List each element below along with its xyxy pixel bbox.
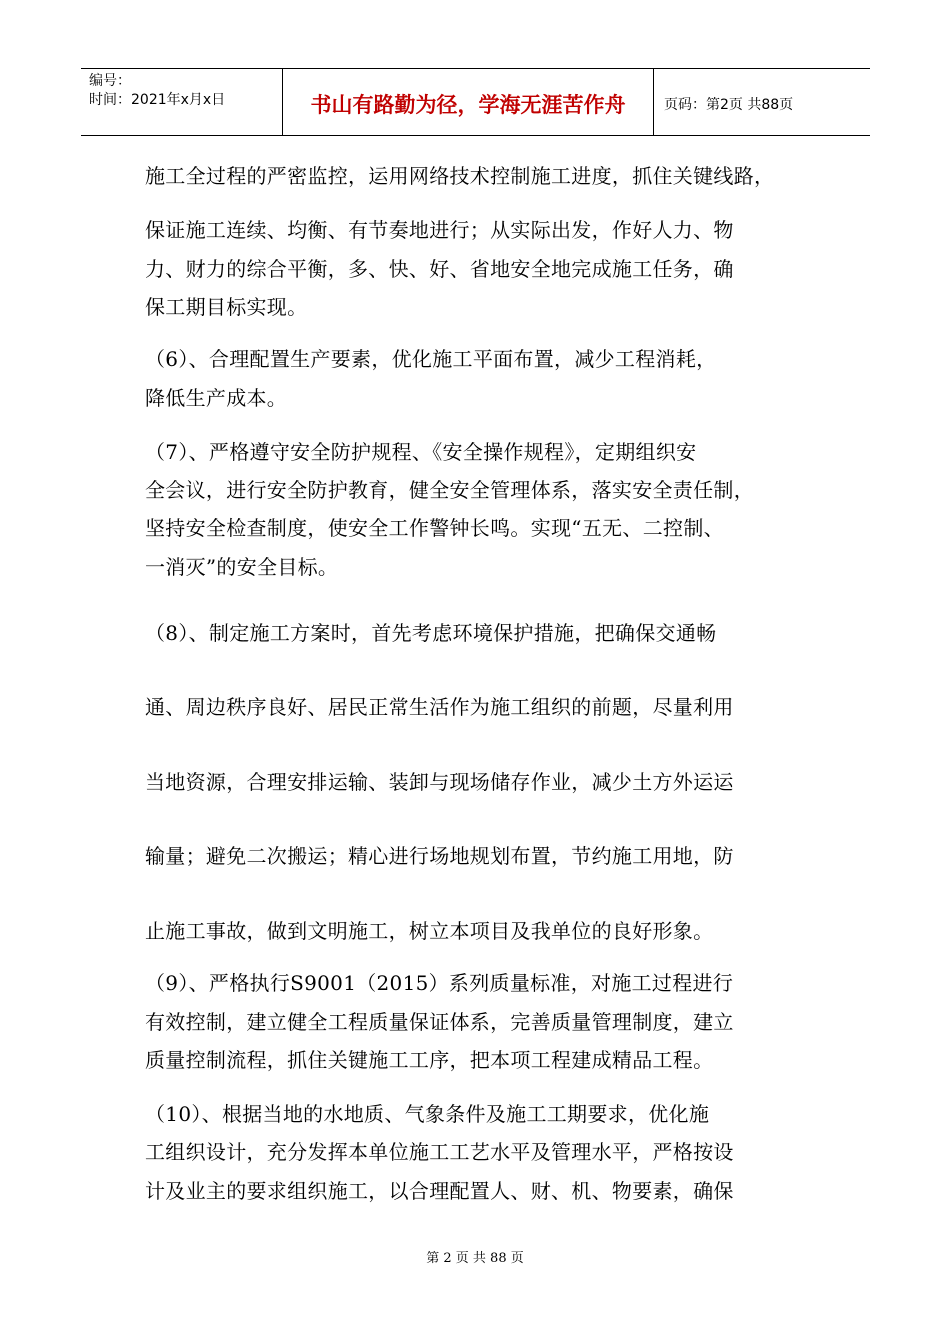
body-line: （9）、严格执行S9001（2015）系列质量标准，对施工过程进行 — [145, 971, 734, 995]
body-line: 施工全过程的严密监控，运用网络技术控制施工进度，抓住关键线路， — [145, 164, 775, 188]
body-line: （8）、制定施工方案时，首先考虑环境保护措施，把确保交通畅 — [145, 621, 717, 645]
header-motto: 书山有路勤为径，学海无涯苦作舟 — [283, 69, 654, 135]
body-line: 计及业主的要求组织施工，以合理配置人、财、机、物要素，确保 — [145, 1179, 734, 1203]
document-number-label: 编号： — [89, 73, 131, 89]
page-footer: 第 2 页 共 88 页 — [426, 1251, 524, 1266]
body-line: 质量控制流程，抓住关键施工工序，把本项工程建成精品工程。 — [145, 1048, 714, 1072]
body-line: 一消灭”的安全目标。 — [145, 555, 339, 579]
body-line: 力、财力的综合平衡，多、快、好、省地安全地完成施工任务，确 — [145, 257, 734, 281]
body-line: 有效控制，建立健全工程质量保证体系，完善质量管理制度，建立 — [145, 1010, 734, 1034]
body-line: （7）、严格遵守安全防护规程、《安全操作规程》，定期组织安 — [145, 440, 697, 464]
body-line: 全会议，进行安全防护教育，健全安全管理体系，落实安全责任制， — [145, 478, 754, 502]
header-meta — [81, 69, 283, 135]
body-line: 通、周边秩序良好、居民正常生活作为施工组织的前题，尽量利用 — [145, 695, 734, 719]
body-line: 坚持安全检查制度，使安全工作警钟长鸣。实现“五无、二控制、 — [145, 516, 724, 540]
document-date: 时间：2021年x月x日 — [89, 92, 226, 108]
header-page-info: 页码：第2页 共88页 — [664, 97, 794, 113]
body-line: 当地资源，合理安排运输、装卸与现场储存作业，减少土方外运运 — [145, 770, 734, 794]
body-line: （6）、合理配置生产要素，优化施工平面布置，减少工程消耗， — [145, 347, 717, 371]
body-line: 保工期目标实现。 — [145, 295, 308, 319]
body-line: 止施工事故，做到文明施工，树立本项目及我单位的良好形象。 — [145, 919, 714, 943]
body-line: 工组织设计，充分发挥本单位施工工艺水平及管理水平，严格按设 — [145, 1140, 734, 1164]
body-line: （10）、根据当地的水地质、气象条件及施工工期要求，优化施 — [145, 1102, 710, 1126]
body-line: 保证施工连续、均衡、有节奏地进行；从实际出发，作好人力、物 — [145, 218, 734, 242]
body-line: 降低生产成本。 — [145, 386, 288, 410]
page-header — [81, 68, 870, 136]
body-line: 输量；避免二次搬运；精心进行场地规划布置，节约施工用地，防 — [145, 844, 734, 868]
